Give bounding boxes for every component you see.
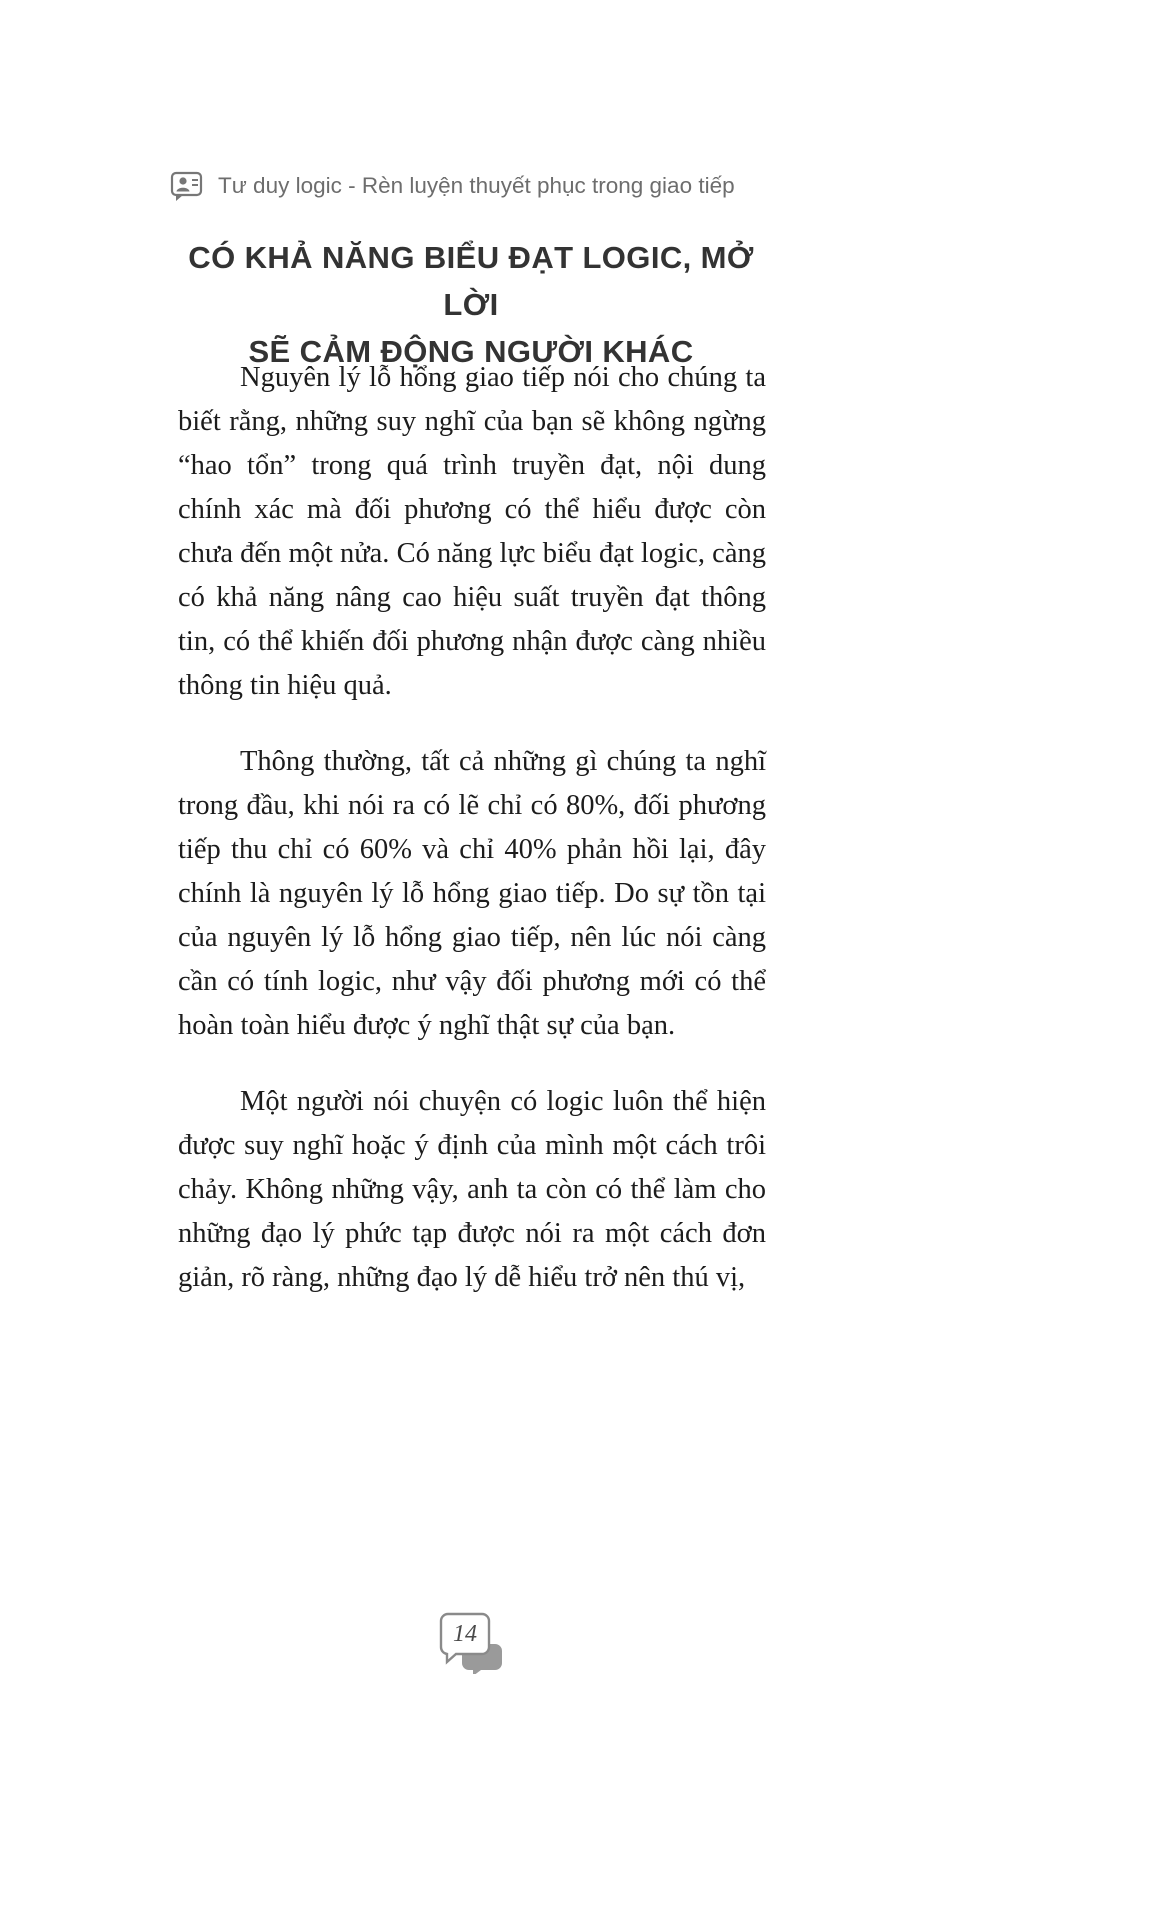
body-paragraph: Thông thường, tất cả những gì chúng ta nghĩ trong đầu, khi nói ra có lẽ chỉ có 80%, đối phương tiếp thu chỉ có 60% và chỉ 40% phản hồi lại, đây chính là nguyên lý lỗ hổng giao tiếp. Do sự tồn tại của nguyên lý lỗ hổng giao tiếp, nên lúc nói càng cần có tính logic, như vậy đối phương mới có thể hoàn toàn hiểu được ý nghĩ thật sự của bạn. <box>178 746 766 1041</box>
body-paragraph: Nguyên lý lỗ hổng giao tiếp nói cho chúng ta biết rằng, những suy nghĩ của bạn sẽ không ngừng “hao tổn” trong quá trình truyền đạt, nội dung chính xác mà đối phương có thể hiểu được còn chưa đến một nửa. Có năng lực biểu đạt logic, càng có khả năng nâng cao hiệu suất truyền đạt thông tin, có thể khiến đối phương nhận được càng nhiều thông tin hiệu quả. <box>178 362 766 701</box>
running-header <box>170 170 890 202</box>
body-paragraph: Một người nói chuyện có logic luôn thể hiện được suy nghĩ hoặc ý định của mình một cách trôi chảy. Không những vậy, anh ta còn có thể làm cho những đạo lý phức tạp được nói ra một cách đơn giản, rõ ràng, những đạo lý dễ hiểu trở nên thú vị, <box>178 1086 766 1293</box>
running-header-title: Tư duy logic - Rèn luyện thuyết phục trong giao tiếp <box>218 173 735 198</box>
body-text <box>178 356 766 1332</box>
chapter-title-line-2: SẼ CẢM ĐỘNG NGƯỜI KHÁC <box>248 334 694 369</box>
page-number-bubble <box>435 1608 509 1674</box>
chapter-title-line-1: CÓ KHẢ NĂNG BIỂU ĐẠT LOGIC, MỞ LỜI <box>188 240 754 322</box>
page-footer <box>178 1608 766 1674</box>
page-number: 14 <box>453 1620 477 1647</box>
chapter-title <box>168 234 774 375</box>
reader-chat-icon <box>170 170 206 202</box>
